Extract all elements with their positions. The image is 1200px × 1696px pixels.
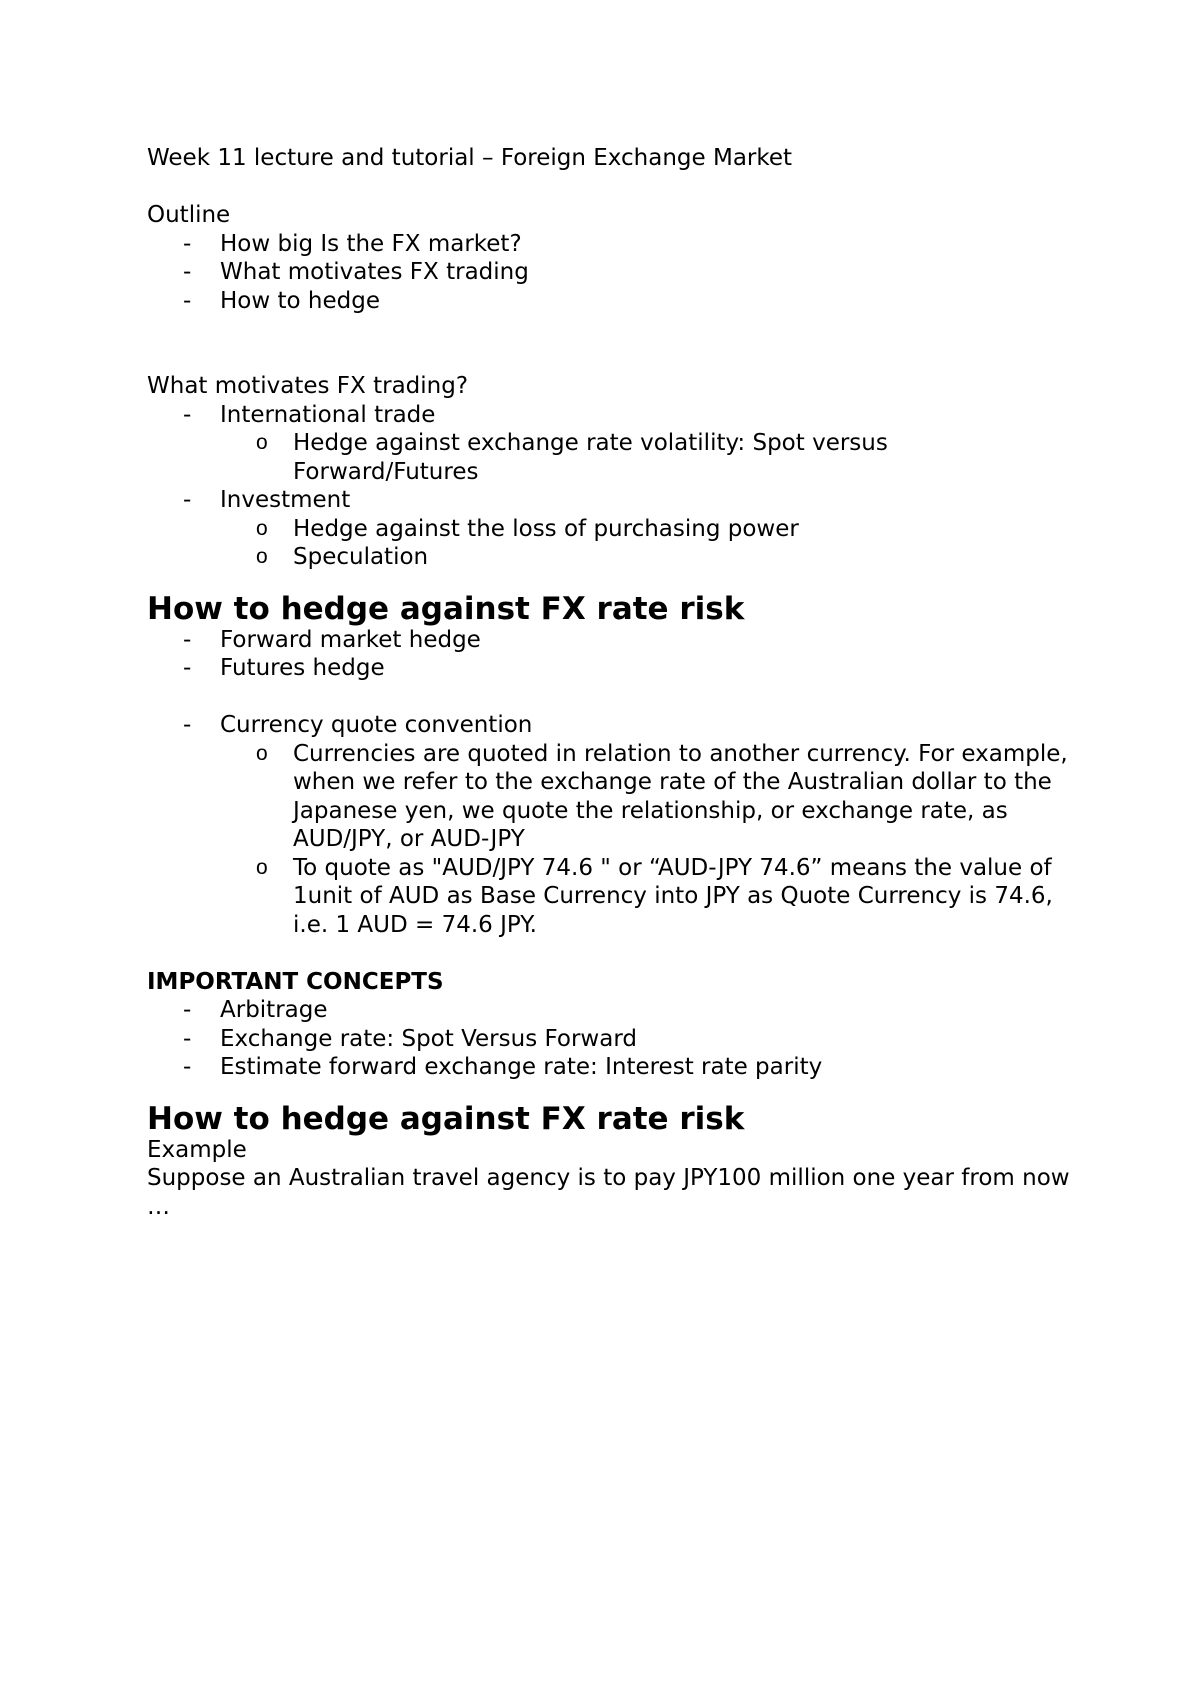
sub-list-item: o Currencies are quoted in relation to another currency. For example, when we refer to the exchange rate of the Australian dollar to the Japanese yen, we quote the relationship, or exchange rate, as AUD/JPY, or AUD-JPY [256, 740, 1068, 852]
hedge-list [147, 626, 1080, 683]
circle-marker: o [256, 741, 268, 765]
list-item: - Currency quote convention o Currencies are quoted in relation to another currency. For example, when we refer to the exchange rate of the Australian dollar to the Japanese yen, we quote the relationship, or exchange rate, as AUD/JPY, or AUD-JPY o To quote as "AUD/JPY 74.6 " or “AUD-JPY 74.6” means the value of 1unit of AUD as Base Currency into JPY as Quote Currency is 74.6, i.e. 1 AUD = 74.6 JPY. [147, 711, 1080, 939]
sub-list [220, 740, 1080, 940]
circle-marker: o [256, 431, 268, 454]
concepts-list [147, 996, 1080, 1082]
outline-heading: Outline [147, 202, 231, 228]
section-heading: How to hedge against FX rate risk [147, 590, 745, 627]
dash-marker: - [183, 626, 192, 653]
dash-marker: - [183, 1054, 192, 1080]
sub-list [220, 429, 1080, 486]
list-item: - What motivates FX trading [183, 259, 529, 285]
circle-marker: o [256, 545, 268, 568]
spacer [147, 315, 1080, 372]
dash-marker: - [183, 287, 192, 314]
list-item: - Forward market hedge [183, 626, 481, 653]
dash-marker: - [183, 487, 192, 513]
dash-marker: - [183, 1025, 192, 1052]
spacer [147, 683, 1080, 712]
dash-marker: - [183, 712, 192, 738]
list-item: - Arbitrage [183, 997, 328, 1023]
sub-list-item: o Speculation [256, 544, 429, 570]
example-text: Suppose an Australian travel agency is to pay JPY100 million one year from now … [147, 1165, 1070, 1220]
list-item: - Futures hedge [183, 655, 385, 681]
dash-marker: - [183, 401, 192, 428]
dash-marker: - [183, 997, 192, 1023]
concepts-heading: IMPORTANT CONCEPTS [147, 968, 444, 995]
example-label: Example [147, 1136, 247, 1163]
motivates-list [147, 401, 1080, 572]
list-item: - Estimate forward exchange rate: Interest rate parity [183, 1054, 823, 1080]
list-item: - How big Is the FX market? [183, 230, 522, 257]
sub-list-item: o To quote as "AUD/JPY 74.6 " or “AUD-JPY 74.6” means the value of 1unit of AUD as Base Currency into JPY as Quote Currency is 74.6, i.e. 1 AUD = 74.6 JPY. [256, 854, 1053, 938]
list-item: - Investment o Hedge against the loss of purchasing power o Speculation [147, 486, 1080, 572]
spacer [147, 173, 1080, 202]
motivates-heading: What motivates FX trading? [147, 373, 469, 399]
convention-list [147, 711, 1080, 939]
circle-marker: o [256, 516, 268, 540]
sub-list-item: o Hedge against exchange rate volatility: Spot versus Forward/Futures [256, 430, 888, 485]
dash-marker: - [183, 259, 192, 285]
sub-list-item: o Hedge against the loss of purchasing power [256, 515, 799, 542]
list-item: - International trade o Hedge against exchange rate volatility: Spot versus Forward/Futures [147, 401, 1080, 487]
section-heading: How to hedge against FX rate risk [147, 1100, 745, 1137]
outline-list [147, 230, 1080, 316]
dash-marker: - [183, 655, 192, 681]
document-title: Week 11 lecture and tutorial – Foreign Exchange Market [147, 145, 793, 171]
sub-list [220, 515, 1080, 572]
dash-marker: - [183, 230, 192, 257]
list-item: - How to hedge [183, 287, 380, 314]
spacer [147, 939, 1080, 968]
circle-marker: o [256, 855, 268, 879]
list-item: - Exchange rate: Spot Versus Forward [183, 1025, 637, 1052]
